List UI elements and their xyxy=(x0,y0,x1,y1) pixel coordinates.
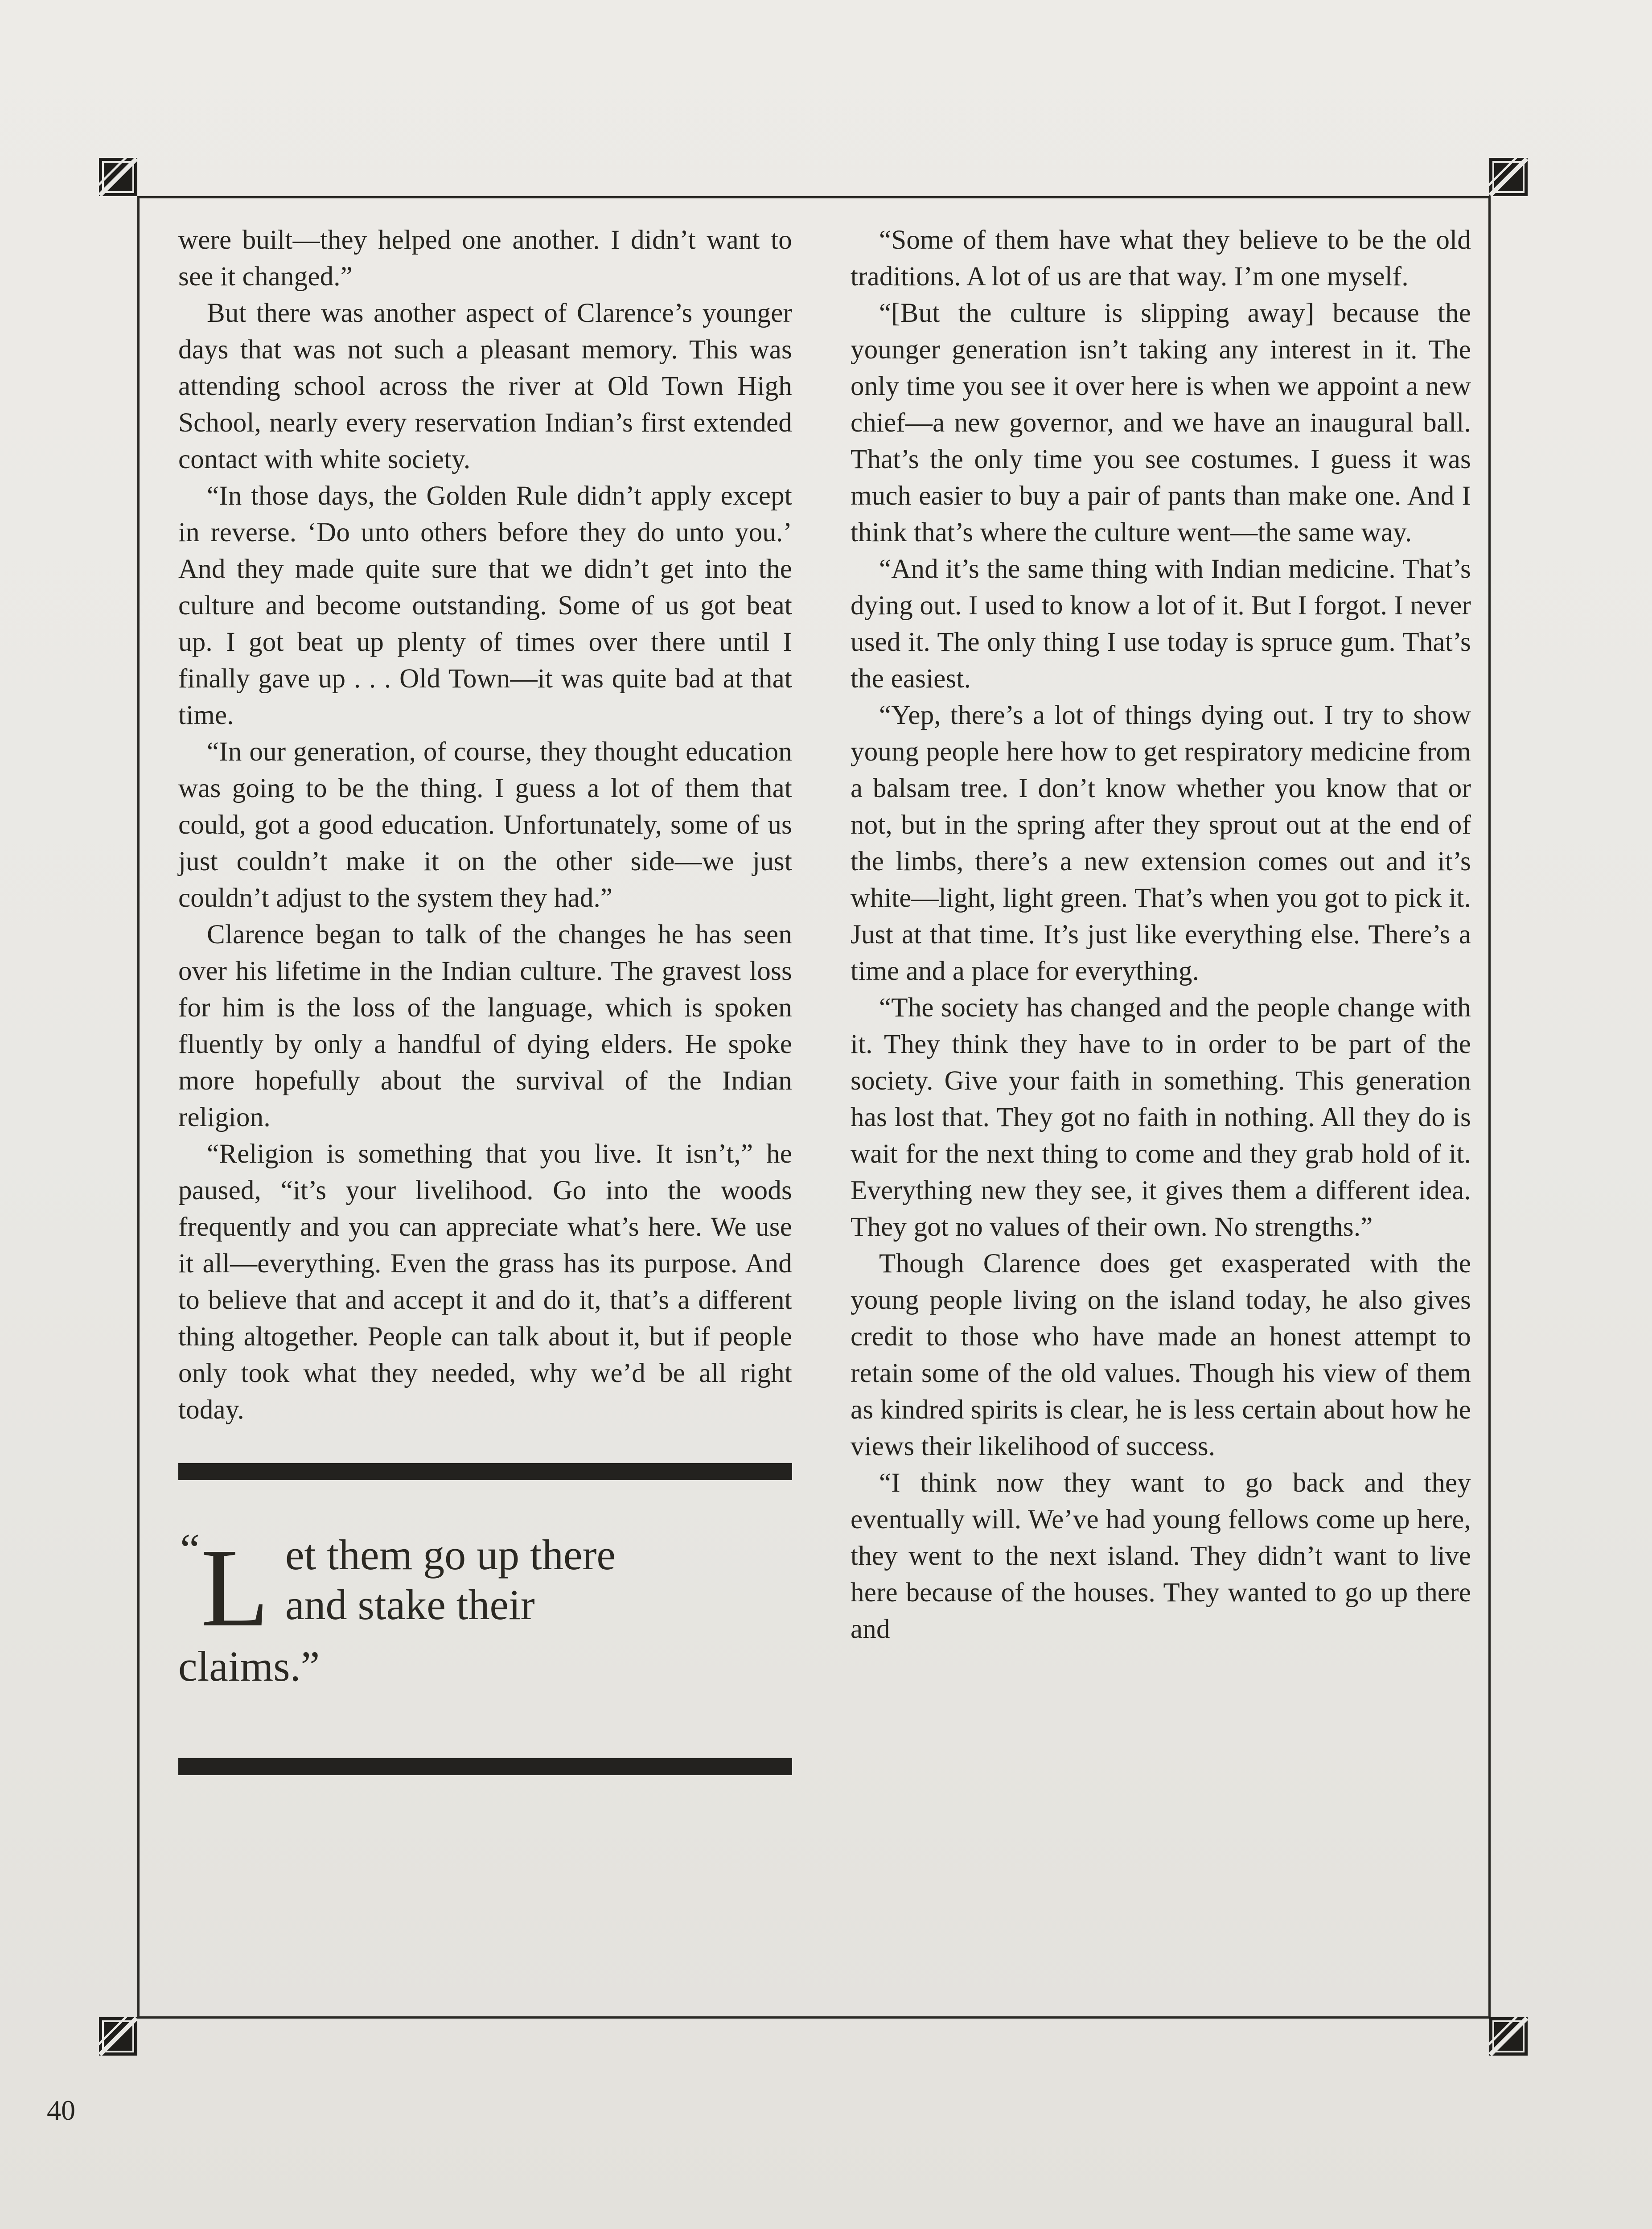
pull-quote-last-line: claims.” xyxy=(178,1642,320,1690)
paragraph: were built—they helped one another. I didn’t want to see it changed.” xyxy=(178,225,792,292)
corner-ornament-diagonal-square-icon xyxy=(99,2017,137,2056)
corner-ornament-diagonal-square-icon xyxy=(1489,158,1528,196)
paragraph: “Yep, there’s a lot of things dying out. I try to show young people here how to get respiratory medicine from a balsam tree. I don’t know whether you know that or not, but in the spring after they sprout out at the end of the limbs, there’s a new extension comes out and it’s white—light, light green. That’s when you got to pick it. Just at that time. It’s just like everything else. There’s a time and a place for everything. xyxy=(851,700,1471,986)
paragraph: “The society has changed and the people change with it. They think they have to in order to be part of the society. Give your faith in something. This generation has lost that. They got no faith in nothing. All they do is wait for the next thing to come and they grab hold of it. Everything new they see, it gives them a different idea. They got no values of their own. No strengths.” xyxy=(851,993,1471,1242)
paragraph: “In those days, the Golden Rule didn’t apply except in reverse. ‘Do unto others before they do unto you.’ And they made quite sure that we didn’t get into the culture and become outstanding. Some of us got beat up. I got beat up plenty of times over there until I finally gave up . . . Old Town—it was quite bad at that time. xyxy=(178,481,792,730)
pull-quote-line: and stake their xyxy=(285,1581,535,1629)
paragraph: But there was another aspect of Clarence’s younger days that was not such a pleasant memory. This was attending school across the river at Old Town High School, nearly every reservation Indian’s first extended contact with white society. xyxy=(178,298,792,474)
pullquote-bottom-rule xyxy=(178,1758,792,1775)
page-number: 40 xyxy=(47,2094,75,2126)
paragraph: Clarence began to talk of the changes he has seen over his lifetime in the Indian culture. The gravest loss for him is the loss of the language, which is spoken fluently by only a handful of dying elders. He spoke more hopefully about the survival of the Indian religion. xyxy=(178,920,792,1132)
paragraph: “In our generation, of course, they thought education was going to be the thing. I guess a lot of them that could, got a good education. Unfortunately, some of us just couldn’t make it on the other side—we just couldn’t adjust to the system they had.” xyxy=(178,737,792,913)
corner-ornament-diagonal-square-icon xyxy=(1489,2017,1528,2056)
left-text-column xyxy=(178,222,792,1775)
paragraph: “Religion is something that you live. It isn’t,” he paused, “it’s your livelihood. Go into the woods frequently and you can appreciate what’s here. We use it all—everything. Even the grass has its purpose. And to believe that and accept it and do it, that’s a different thing altogether. People can talk about it, but if people only took what they needed, why we’d be all right today. xyxy=(178,1139,792,1425)
open-quote-mark: “ xyxy=(180,1525,200,1574)
left-paragraphs xyxy=(178,222,792,1428)
paragraph: “Some of them have what they believe to be the old traditions. A lot of us are that way. I’m one myself. xyxy=(851,225,1471,292)
paragraph: “I think now they want to go back and they eventually will. We’ve had young fellows come up here, they went to the next island. They didn’t want to live here because of the houses. They wanted to go up there and xyxy=(851,1468,1471,1644)
right-paragraphs xyxy=(851,222,1471,1648)
corner-ornament-diagonal-square-icon xyxy=(99,158,137,196)
pull-quote xyxy=(178,1525,792,1691)
paragraph: “And it’s the same thing with Indian medicine. That’s dying out. I used to know a lot of it. But I forgot. I never used it. The only thing I use today is spruce gum. That’s the easiest. xyxy=(851,554,1471,694)
drop-cap: L xyxy=(201,1525,269,1650)
pull-quote-line: et them go up there xyxy=(285,1531,616,1579)
pullquote-top-rule xyxy=(178,1463,792,1480)
right-text-column xyxy=(851,222,1471,1648)
paragraph: “[But the culture is slipping away] because the younger generation isn’t taking any interest in it. The only time you see it over here is when we appoint a new chief—a new governor, and we have an inaugural ball. That’s the only time you see costumes. I guess it was much easier to buy a pair of pants than make one. And I think that’s where the culture went—the same way. xyxy=(851,298,1471,547)
paragraph: Though Clarence does get exasperated with the young people living on the island today, he also gives credit to those who have made an honest attempt to retain some of the old values. Though his view of them as kindred spirits is clear, he is less certain about how he views their likelihood of success. xyxy=(851,1249,1471,1461)
